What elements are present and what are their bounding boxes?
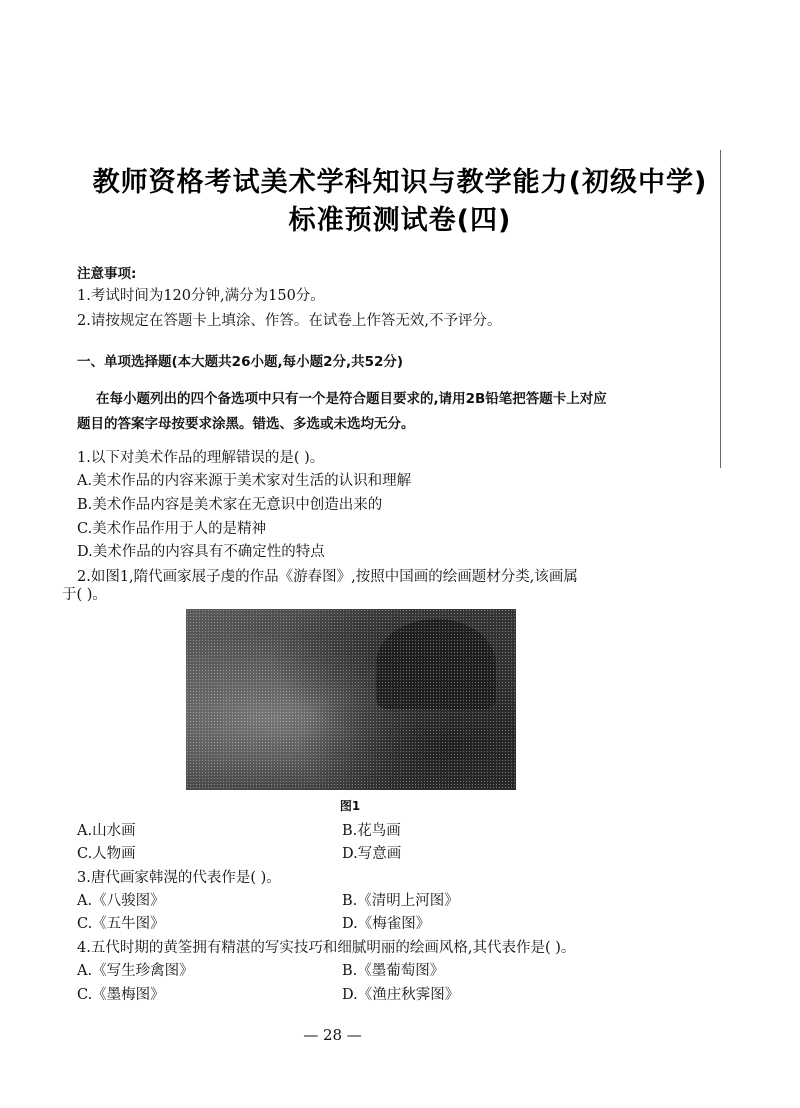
question-2-option-a: A.山水画	[77, 823, 136, 839]
notice-item: 2.请按规定在答题卡上填涂、作答。在试卷上作答无效,不予评分。	[77, 313, 502, 329]
figure-caption: 图1	[339, 799, 361, 813]
exam-title-line1: 教师资格考试美术学科知识与教学能力(初级中学)	[92, 167, 708, 198]
question-1-option-a: A.美术作品的内容来源于美术家对生活的认识和理解	[77, 473, 412, 489]
question-3-option-a: A.《八骏图》	[77, 893, 165, 909]
question-3-stem: 3.唐代画家韩滉的代表作是( )。	[77, 870, 281, 886]
notice-item: 1.考试时间为120分钟,满分为150分。	[77, 288, 325, 304]
page-number: — 28 —	[303, 1026, 362, 1044]
painting-mountain-shape	[376, 619, 496, 709]
question-4-option-b: B.《墨葡萄图》	[342, 963, 445, 979]
exam-title-line2: 标准预测试卷(四)	[288, 205, 512, 236]
notice-heading: 注意事项:	[77, 266, 137, 282]
question-2-stem: 2.如图1,隋代画家展子虔的作品《游春图》,按照中国画的绘画题材分类,该画属	[77, 569, 578, 585]
question-2-option-b: B.花鸟画	[342, 823, 401, 839]
question-1-option-d: D.美术作品的内容具有不确定性的特点	[77, 544, 325, 560]
question-2-stem-cont: 于( )。	[62, 587, 107, 603]
question-2-option-c: C.人物画	[77, 846, 136, 862]
question-1-stem: 1.以下对美术作品的理解错误的是( )。	[77, 450, 325, 466]
question-1-option-b: B.美术作品内容是美术家在无意识中创造出来的	[77, 497, 383, 513]
painting-figure	[186, 609, 516, 790]
question-3-option-c: C.《五牛图》	[77, 916, 165, 932]
section-instruction: 题目的答案字母按要求涂黑。错选、多选或未选均无分。	[77, 416, 415, 432]
question-1-option-c: C.美术作品作用于人的是精神	[77, 521, 267, 537]
question-4-option-d: D.《渔庄秋霁图》	[342, 987, 460, 1003]
section-instruction: 在每小题列出的四个备选项中只有一个是符合题目要求的,请用2B铅笔把答题卡上对应	[96, 391, 607, 407]
section-heading: 一、单项选择题(本大题共26小题,每小题2分,共52分)	[77, 354, 404, 370]
question-2-option-d: D.写意画	[342, 846, 402, 862]
question-3-option-d: D.《梅雀图》	[342, 916, 431, 932]
question-3-option-b: B.《清明上河图》	[342, 893, 459, 909]
question-4-stem: 4.五代时期的黄筌拥有精湛的写实技巧和细腻明丽的绘画风格,其代表作是( )。	[77, 940, 576, 956]
question-4-option-c: C.《墨梅图》	[77, 987, 165, 1003]
question-4-option-a: A.《写生珍禽图》	[77, 963, 194, 979]
